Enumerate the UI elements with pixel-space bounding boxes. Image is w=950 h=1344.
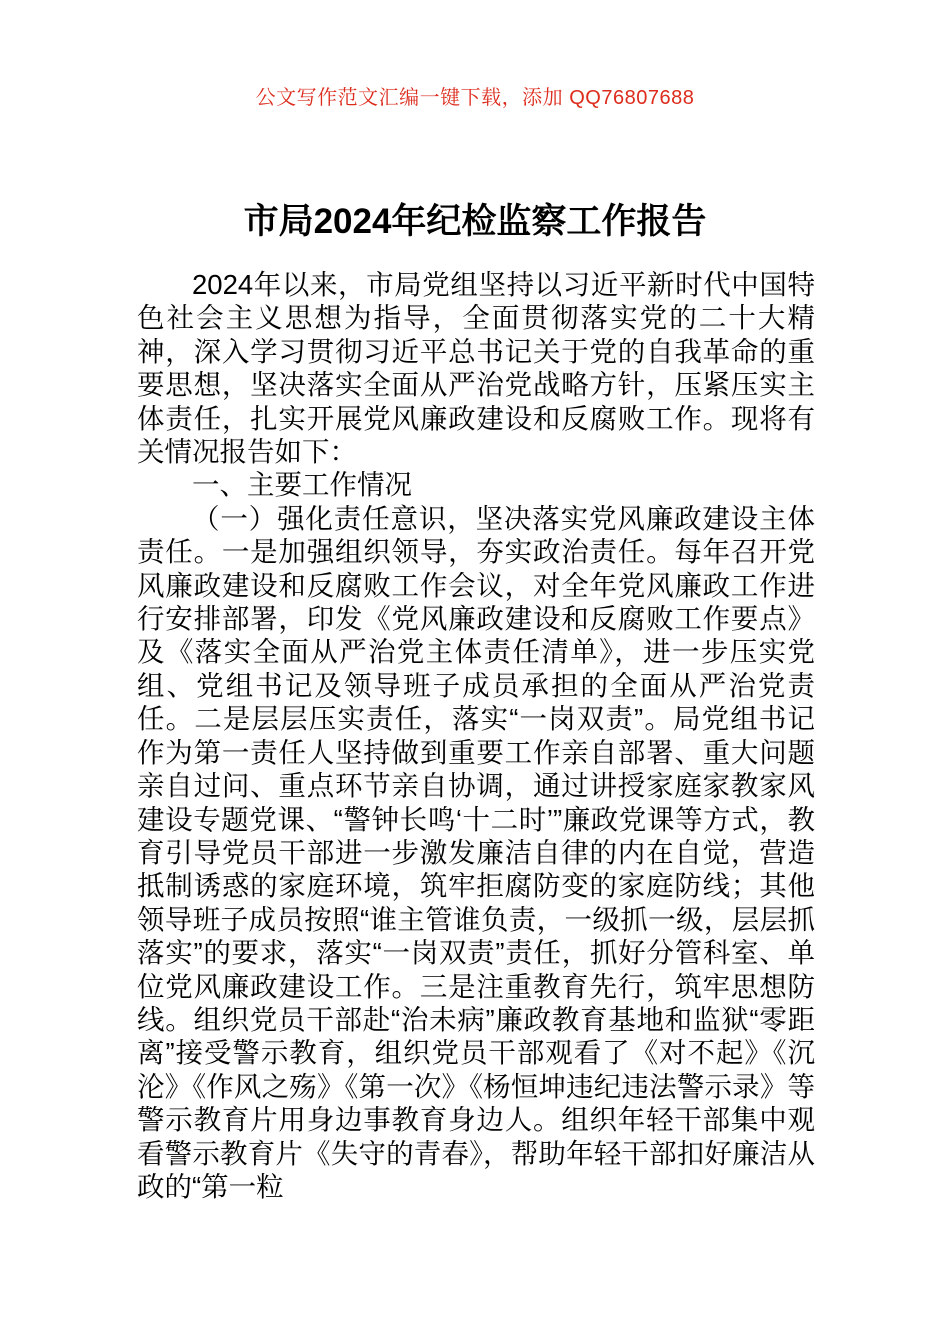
document-body xyxy=(137,268,815,1203)
promo-header-text: 公文写作范文汇编一键下载，添加 QQ76807688 xyxy=(255,87,695,109)
document-title: 市局2024年纪检监察工作报告 xyxy=(243,202,707,242)
section-heading-1: 一、主要工作情况 xyxy=(192,469,412,501)
paragraph-subsection-1-1: （一）强化责任意识，坚决落实党风廉政建设主体责任。一是加强组织领导，夯实政治责任。每年召开党风廉政建设和反腐败工作会议，对全年党风廉政工作进行安排部署，印发《党风廉政建设和反腐败工作要点》及《落实全面从严治党主体责任清单》，进一步压实党组、党组书记及领导班子成员承担的全面从严治党责任。二是层层压实责任，落实“一岗双责”。局党组书记作为第一责任人坚持做到重要工作亲自部署、重大问题亲自过问、重点环节亲自协调，通过讲授家庭家教家风建设专题党课、“警钟长鸣‘十二时’”廉政党课等方式，教育引导党员干部进一步激发廉洁自律的内在自觉，营造抵制诱惑的家庭环境，筑牢拒腐防变的家庭防线；其他领导班子成员按照“谁主管谁负责，一级抓一级，层层抓落实”的要求，落实“一岗双责”责任，抓好分管科室、单位党风廉政建设工作。三是注重教育先行，筑牢思想防线。组织党员干部赴“治未病”廉政教育基地和监狱“零距离”接受警示教育，组织党员干部观看了《对不起》《沉沦》《作风之殇》《第一次》《杨恒坤违纪违法警示录》等警示教育片用身边事教育身边人。组织年轻干部集中观看警示教育片《失守的青春》，帮助年轻干部扣好廉洁从政的“第一粒 xyxy=(137,502,815,1202)
paragraph-opening: 2024年以来，市局党组坚持以习近平新时代中国特色社会主义思想为指导，全面贯彻落实党的二十大精神，深入学习贯彻习近平总书记关于党的自我革命的重要思想，坚决落实全面从严治党战略方针，压紧压实主体责任，扎实开展党风廉政建设和反腐败工作。现将有关情况报告如下： xyxy=(137,269,815,468)
